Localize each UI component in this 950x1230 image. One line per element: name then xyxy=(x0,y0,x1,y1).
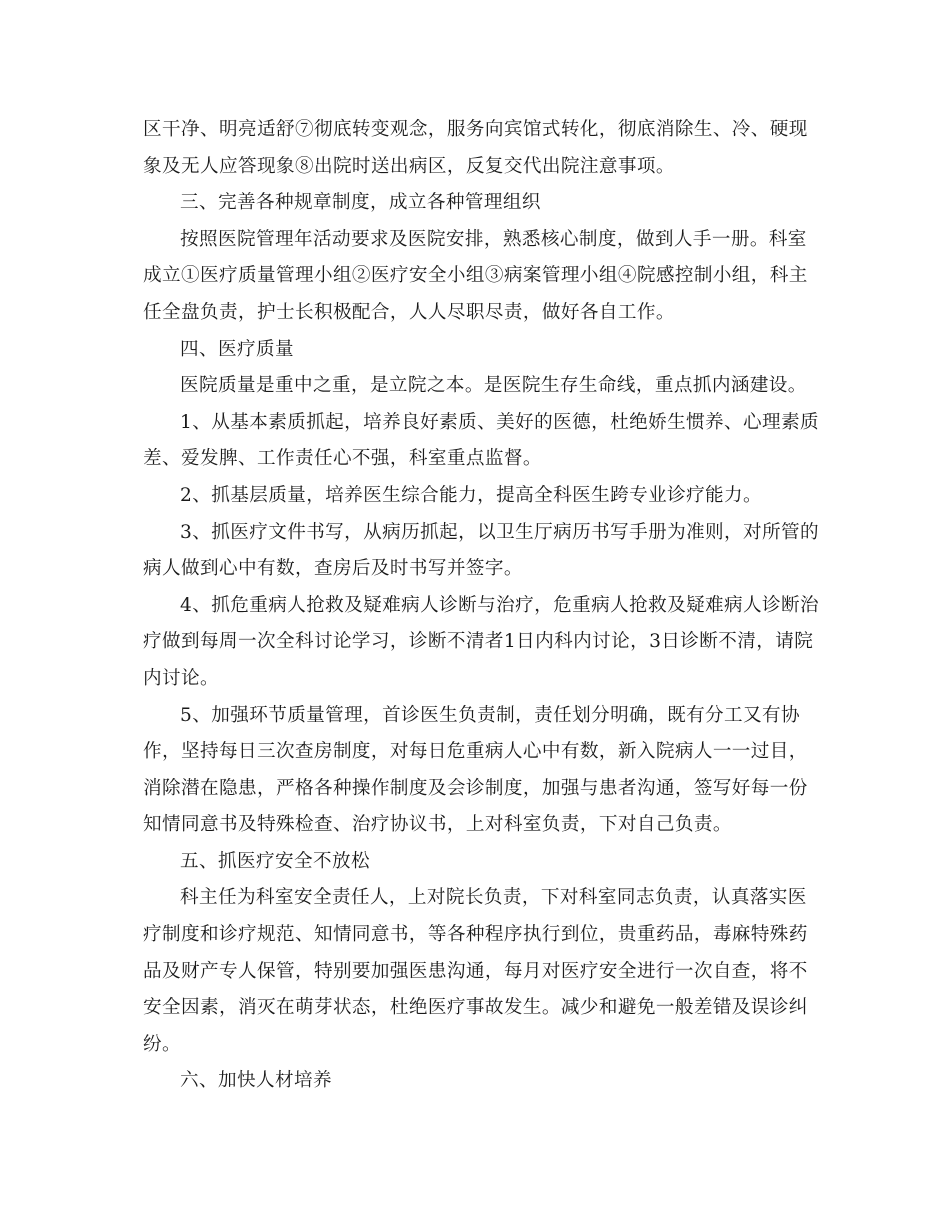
paragraph-start-line: 六、加快人材培养 xyxy=(180,1070,332,1092)
paragraph-line: 成立①医疗质量管理小组②医疗安全小组③病案管理小组④院感控制小组，科主 xyxy=(143,265,808,287)
paragraph-line: 象及无人应答现象⑧出院时送出病区，反复交代出院注意事项。 xyxy=(143,155,675,177)
paragraph-start-line: 科主任为科室安全责任人，上对院长负责，下对科室同志负责，认真落实医 xyxy=(180,887,807,909)
paragraph-line: 纷。 xyxy=(143,1033,181,1055)
paragraph-start-line: 四、医疗质量 xyxy=(180,338,294,360)
document-body xyxy=(143,112,820,1100)
paragraph-line: 作，坚持每日三次查房制度，对每日危重病人心中有数，新入院病人一一过目， xyxy=(143,741,808,763)
paragraph-line: 品及财产专人保管，特别要加强医患沟通，每月对医疗安全进行一次自查，将不 xyxy=(143,960,808,982)
paragraph-line: 消除潜在隐患，严格各种操作制度及会诊制度，加强与患者沟通，签写好每一份 xyxy=(143,777,808,799)
paragraph-start-line: 按照医院管理年活动要求及医院安排，熟悉核心制度，做到人手一册。科室 xyxy=(180,228,807,250)
paragraph-start-line: 三、完善各种规章制度，成立各种管理组织 xyxy=(180,192,541,214)
paragraph-line: 安全因素，消灭在萌芽状态，杜绝医疗事故发生。减少和避免一般差错及误诊纠 xyxy=(143,997,808,1019)
paragraph-start-line: 医院质量是重中之重，是立院之本。是医院生存生命线，重点抓内涵建设。 xyxy=(180,375,807,397)
paragraph-start-line: 五、抓医疗安全不放松 xyxy=(180,850,370,872)
paragraph-start-line: 4、抓危重病人抢救及疑难病人诊断与治疗，危重病人抢救及疑难病人诊断治 xyxy=(180,594,820,616)
paragraph-line: 病人做到心中有数，查房后及时书写并签字。 xyxy=(143,558,523,580)
paragraph-start-line: 1、从基本素质抓起，培养良好素质、美好的医德，杜绝娇生惯养、心理素质 xyxy=(180,411,820,433)
paragraph-line: 知情同意书及特殊检查、治疗协议书，上对科室负责，下对自己负责。 xyxy=(143,814,732,836)
paragraph-line: 疗制度和诊疗规范、知情同意书，等各种程序执行到位，贵重药品，毒麻特殊药 xyxy=(143,924,808,946)
paragraph-start-line: 5、加强环节质量管理，首诊医生负责制，责任划分明确，既有分工又有协 xyxy=(180,704,801,726)
paragraph-start-line: 2、抓基层质量，培养医生综合能力，提高全科医生跨专业诊疗能力。 xyxy=(180,484,763,506)
paragraph-line: 任全盘负责，护士长积极配合，人人尽职尽责，做好各自工作。 xyxy=(143,301,675,323)
paragraph-line: 区干净、明亮适舒⑦彻底转变观念，服务向宾馆式转化，彻底消除生、冷、硬现 xyxy=(143,119,808,140)
paragraph-line: 差、爱发脾、工作责任心不强，科室重点监督。 xyxy=(143,448,542,470)
paragraph-line: 疗做到每周一次全科讨论学习，诊断不清者1日内科内讨论，3日诊断不清，请院 xyxy=(143,631,814,653)
paragraph-start-line: 3、抓医疗文件书写，从病历抓起，以卫生厅病历书写手册为准则，对所管的 xyxy=(180,521,820,543)
paragraph-line: 内讨论。 xyxy=(143,667,219,689)
